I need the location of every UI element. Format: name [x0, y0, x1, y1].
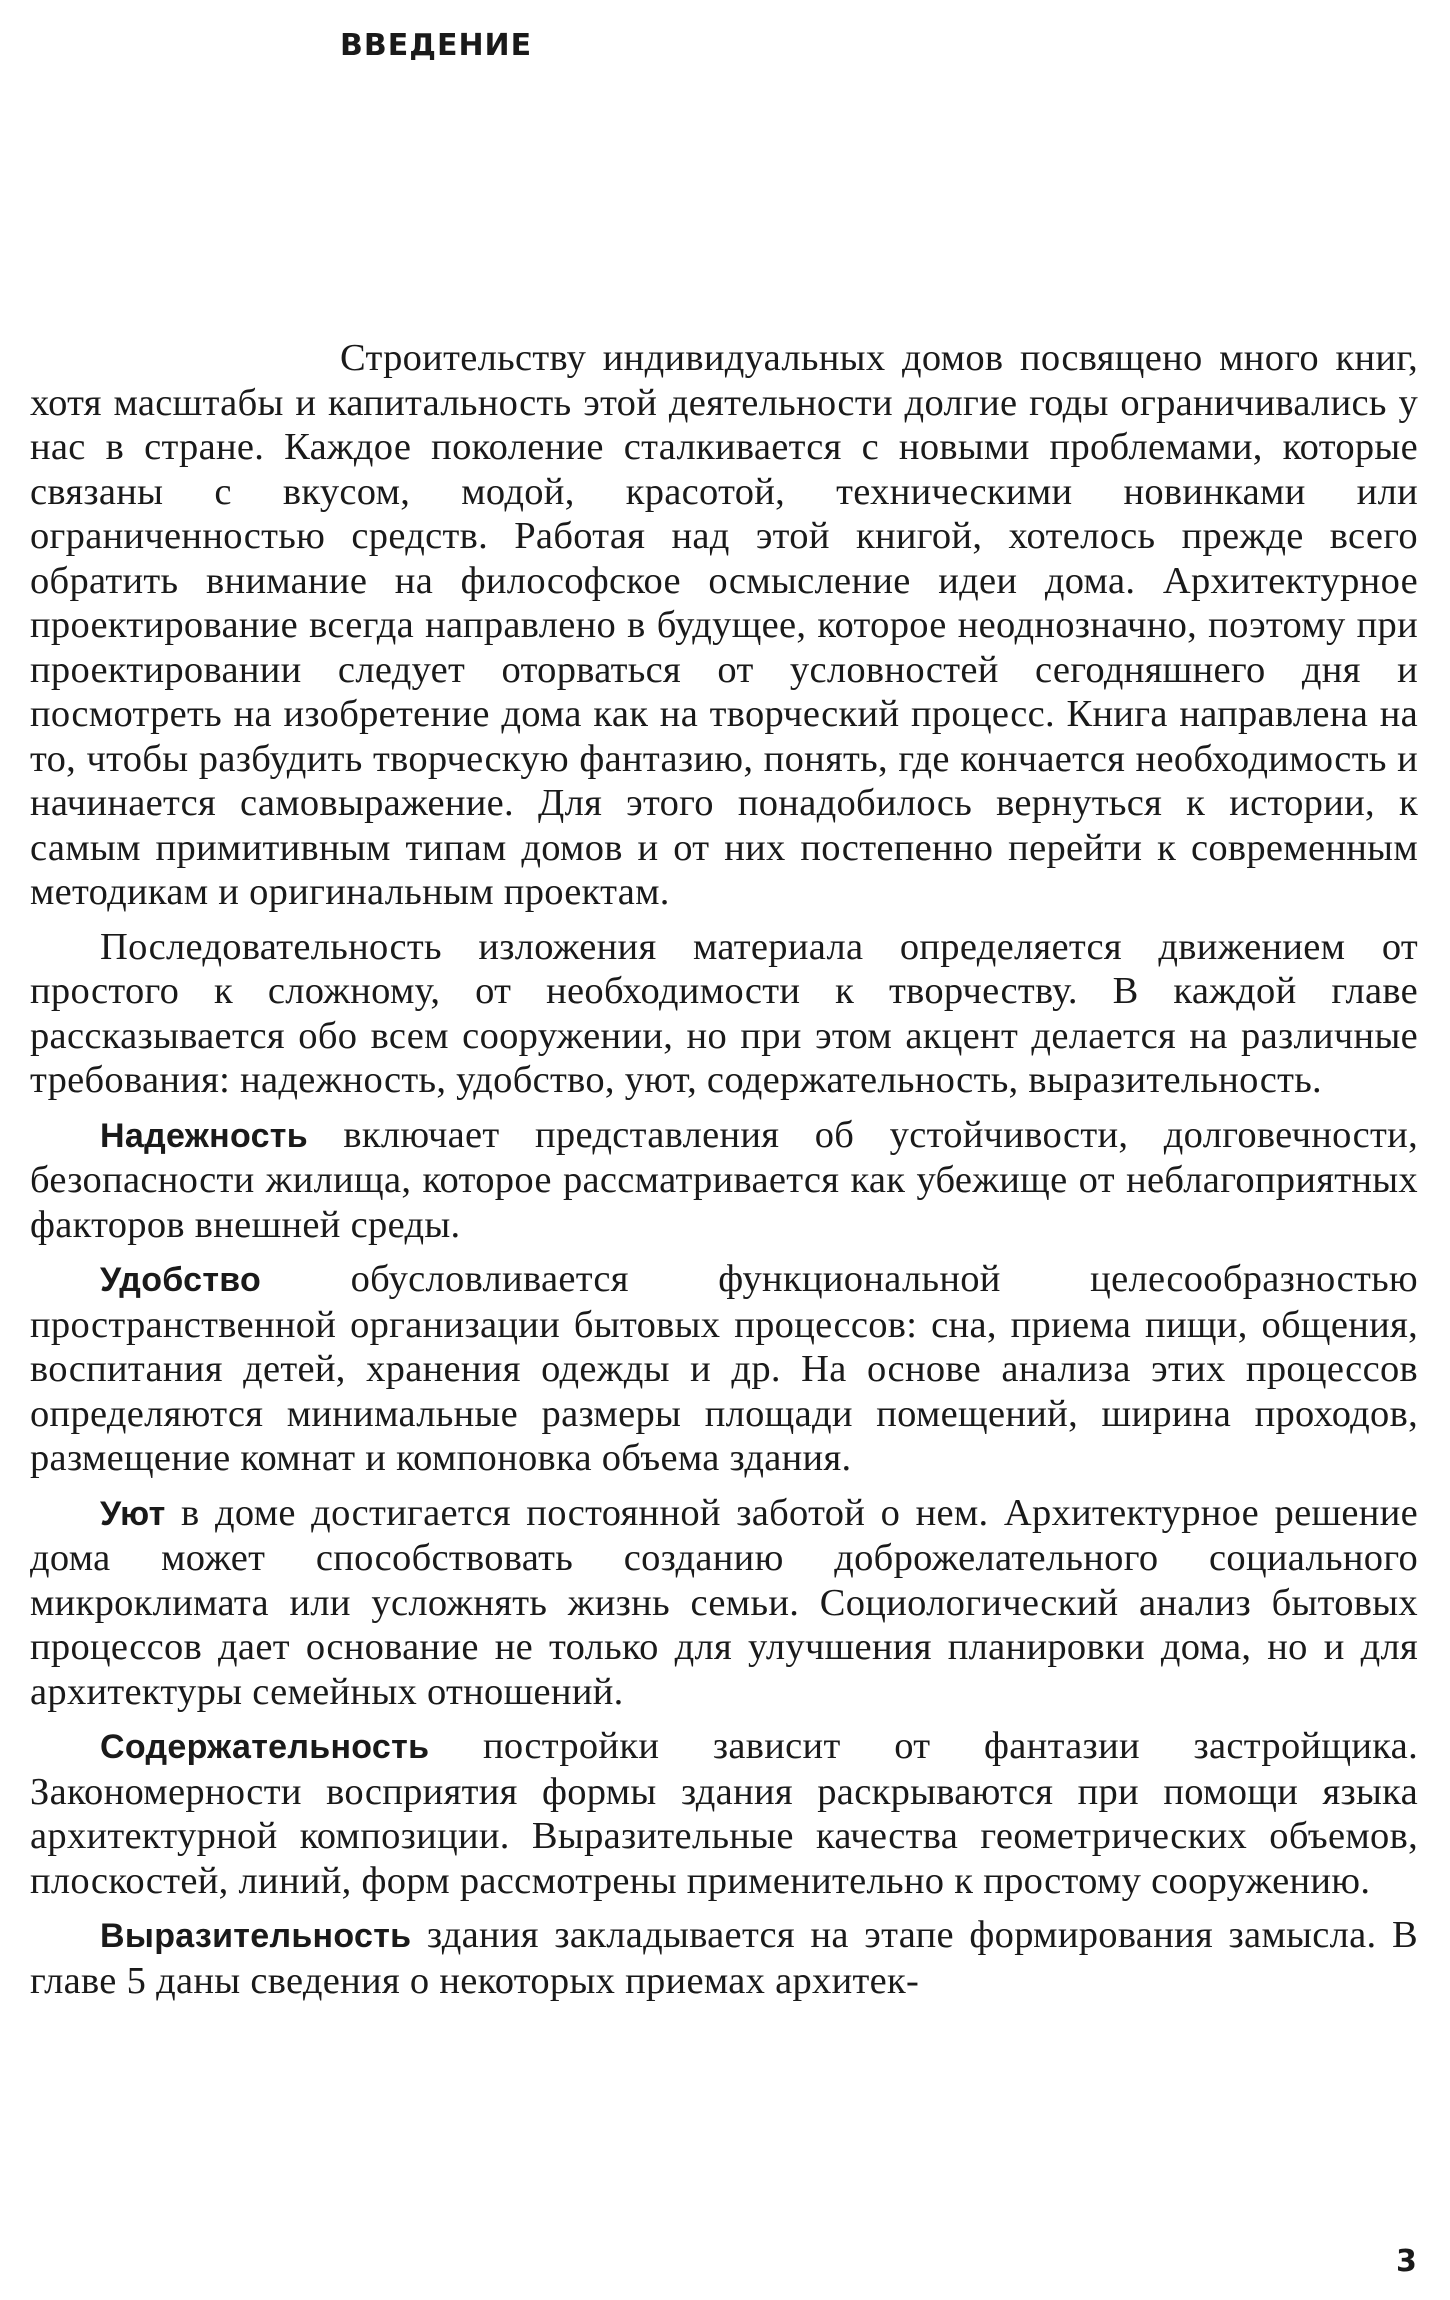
bold-term: Надежность	[100, 1116, 308, 1155]
paragraph	[30, 925, 1418, 1103]
paragraph	[30, 1491, 1418, 1715]
paragraph-text: здания закладывается на этапе формирования замысла. В главе 5 даны сведения о некоторых приемах архитек-	[30, 1914, 1418, 2002]
body-text	[30, 336, 1418, 2003]
paragraph	[30, 1724, 1418, 1903]
paragraph	[30, 1113, 1418, 1248]
bold-term: Выразительность	[100, 1917, 412, 1955]
paragraph-text: Строительству индивидуальных домов посвящено много книг, хотя масштабы и капитальность этой деятельности долгие годы ограничивались у нас в стране. Каждое поколение сталкивается с новыми проблемами, которые связаны с вкусом, модой, красотой, техническими новинками или ограниченностью средств. Работая над этой книгой, хотелось прежде всего обратить внимание на философское осмысление идеи дома. Архитектурное проектирование всегда направлено в будущее, которое неоднозначно, поэтому при проектировании следует оторваться от условностей сегодняшнего дня и посмотреть на изобретение дома как на творческий процесс. Книга направлена на то, чтобы разбудить творческую фантазию, понять, где кончается необходимость и начинается самовыражение. Для этого понадобилось вернуться к истории, к самым примитивным типам домов и от них постепенно перейти к современным методикам и оригинальным проектам.	[30, 337, 1418, 913]
paragraph-text: Последовательность изложения материала определяется движением от простого к сложному, от необходимости к творчеству. В каждой главе рассказывается обо всем сооружении, но при этом акцент делается на различные требования: надежность, удобство, уют, содержательность, выразительность.	[30, 925, 1418, 1101]
paragraph	[30, 1913, 1418, 2003]
chapter-title: ВВЕДЕНИЕ	[340, 28, 533, 63]
bold-term: Удобство	[100, 1261, 262, 1299]
paragraph-text: обусловливается функциональной целесообразностью пространственной организации бытовых процессов: сна, приема пищи, общения, воспитания детей, хранения одежды и др. На основе анализа этих процессов определяются минимальные размеры площади помещений, ширина проходов, размещение комнат и компоновка объема здания.	[30, 1258, 1418, 1479]
paragraph	[30, 336, 1418, 915]
paragraph-text: включает представления об устойчивости, долговечности, безопасности жилища, которое рассматривается как убежище от неблагоприятных факторов внешней среды.	[30, 1113, 1418, 1246]
paragraph-text: постройки зависит от фантазии застройщика. Закономерности восприятия формы здания раскрываются при помощи языка архитектурной композиции. Выразительные качества геометрических объемов, плоскостей, линий, форм рассмотрены применительно к простому сооружению.	[30, 1725, 1418, 1902]
paragraph	[30, 1257, 1418, 1481]
bold-term: Содержательность	[100, 1728, 430, 1766]
paragraph-text: в доме достигается постоянной заботой о нем. Архитектурное решение дома может способствовать созданию доброжелательного социального микроклимата или усложнять жизнь семьи. Социологический анализ бытовых процессов дает основание не только для улучшения планировки дома, но и для архитектуры семейных отношений.	[30, 1491, 1418, 1713]
page-number: 3	[1396, 2244, 1417, 2279]
bold-term: Уют	[100, 1494, 166, 1533]
